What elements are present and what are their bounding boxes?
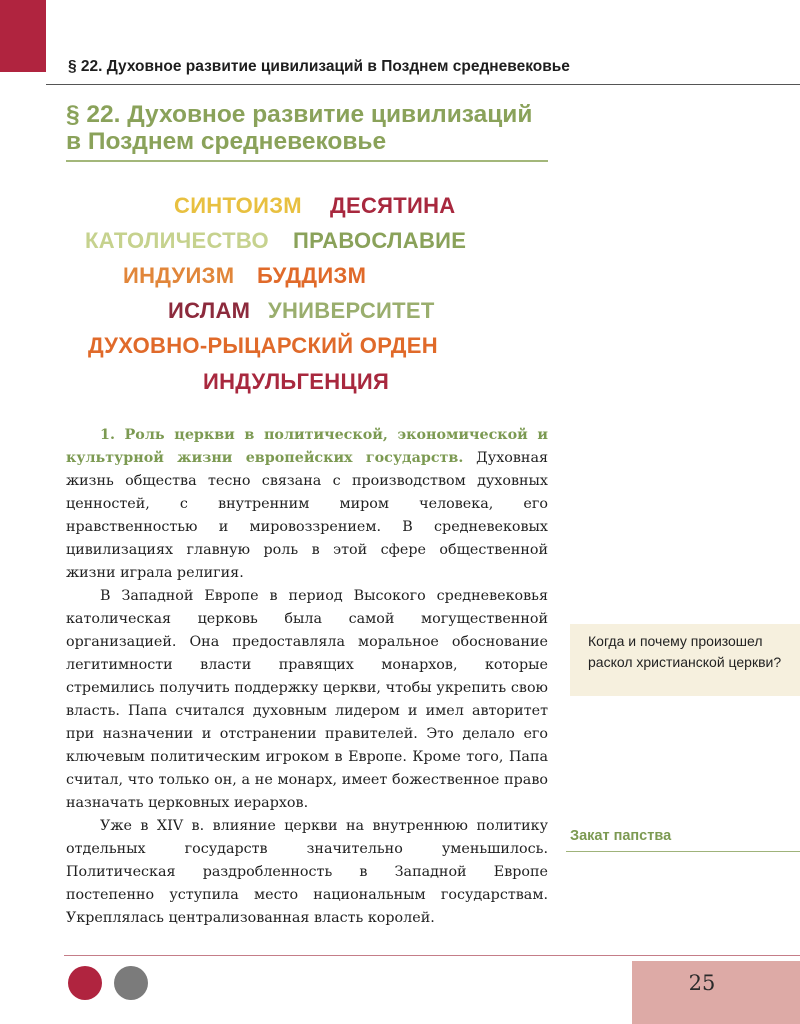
corner-color-block (0, 0, 46, 72)
chapter-title-line-1: § 22. Духовное развитие цивилизаций (66, 101, 533, 128)
chapter-title (66, 101, 556, 155)
keyword: УНИВЕРСИТЕТ (268, 298, 435, 323)
margin-note-underline (566, 851, 800, 852)
question-box: Когда и почему произошел раскол христианской церкви? (570, 624, 800, 696)
title-underline (66, 160, 548, 162)
paragraph (66, 424, 548, 585)
keyword: ИНДУИЗМ (123, 263, 235, 288)
margin-note: Закат папства (570, 828, 672, 844)
paragraph-text: Духовная жизнь общества тесно связана с производством духовных ценностей, с внутренним миром человека, его нравственностью и мировоззрением. В средневековых цивилизациях главную роль в этой сфере общественной жизни играла религия. (66, 450, 549, 581)
keyword: ПРАВОСЛАВИЕ (293, 228, 467, 253)
page-number: 25 (688, 971, 716, 995)
page-number-box (632, 961, 800, 1024)
keyword: КАТОЛИЧЕСТВО (85, 228, 269, 253)
gray-circle-icon (114, 966, 148, 1000)
red-circle-icon (68, 966, 102, 1000)
body-text (66, 424, 548, 930)
chapter-title-line-2: в Позднем средневековье (66, 128, 387, 155)
keyword: СИНТОИЗМ (174, 193, 302, 218)
keyword: ИНДУЛЬГЕНЦИЯ (203, 369, 390, 394)
header-divider (46, 84, 800, 85)
paragraph: Уже в XIV в. влияние церкви на внутреннюю политику отдельных государств значительно уменьшилось. Политическая раздробленность в Западной Европе постепенно уступила место национальным государствам. Укреплялась централизованная власть королей. (66, 818, 548, 926)
paragraph: В Западной Европе в период Высокого средневековья католическая церковь была самой могущественной организацией. Она предоставляла моральное обоснование легитимности власти правящих монархов, которые стремились получить поддержку церкви, чтобы укрепить свою власть. Папа считался духовным лидером и имел авторитет при назначении и отстранении правителей. Это делало его ключевым политическим игроком в Европе. Кроме того, Папа считал, что только он, а не монарх, имеет божественное право назначать церковных иерархов. (66, 588, 548, 811)
keyword: ДЕСЯТИНА (330, 193, 456, 218)
running-header: § 22. Духовное развитие цивилизаций в Позднем средневековье (68, 58, 570, 75)
footer-divider (64, 955, 800, 956)
keyword: ДУХОВНО-РЫЦАРСКИЙ ОРДЕН (88, 333, 438, 358)
keyword: ИСЛАМ (168, 298, 251, 323)
section-heading: 1. Роль церкви в политической, экономической и культурной жизни европейских государств. (66, 427, 548, 466)
keyword: БУДДИЗМ (257, 263, 367, 288)
